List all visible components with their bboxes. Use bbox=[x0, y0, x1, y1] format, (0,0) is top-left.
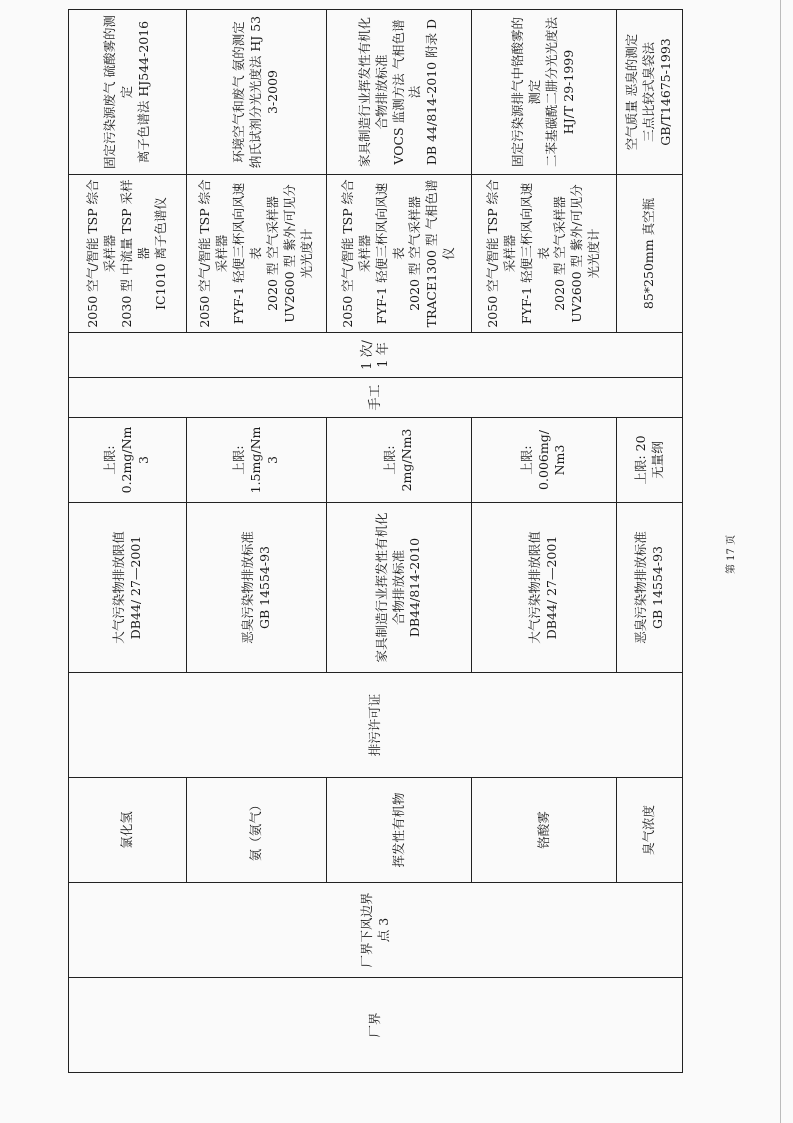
standard-cell bbox=[187, 503, 327, 673]
standard-cell bbox=[327, 503, 472, 673]
pollutant-cell: 铬酸雾 bbox=[472, 778, 617, 883]
standard-line: 家具制造行业挥发性有机化合物排放标准 bbox=[373, 512, 406, 663]
pollutant-cell: 氯化氢 bbox=[69, 778, 187, 883]
standard-line: 恶臭污染物排放标准 bbox=[239, 531, 255, 644]
standard-line: 大气污染物排放限值 bbox=[110, 531, 126, 644]
limit-line: 3 bbox=[135, 456, 151, 464]
limit-line: 无量纲 bbox=[649, 441, 665, 479]
test-method-cell bbox=[187, 10, 327, 175]
instruments-cell bbox=[327, 175, 472, 333]
test-method-line: 家具制造行业挥发性有机化合物排放标准 bbox=[356, 17, 389, 168]
limit-line: 2mg/Nm3 bbox=[399, 428, 414, 492]
standard-line: 大气污染物排放限值 bbox=[527, 531, 543, 644]
standard-line: 恶臭污染物排放标准 bbox=[632, 531, 648, 644]
limit-cell bbox=[472, 418, 617, 503]
limit-cell bbox=[187, 418, 327, 503]
standard-cell bbox=[617, 503, 683, 673]
test-method-line: 三点比较式臭袋法 bbox=[641, 42, 657, 143]
standard-cell bbox=[69, 503, 187, 673]
test-method-cell bbox=[472, 10, 617, 175]
page-number: 第 17 页 bbox=[726, 534, 737, 574]
scan-edge-line bbox=[780, 0, 781, 1123]
limit-cell bbox=[327, 418, 472, 503]
test-method-line: GB/T14675-1993 bbox=[657, 38, 673, 146]
limit-line: 上限: 20 bbox=[632, 435, 648, 485]
test-method-line: 离子色谱法 HJ544-2016 bbox=[135, 20, 151, 164]
instrument-line: UV2600 型 紫外/可见分光光度计 bbox=[281, 184, 314, 323]
method-cell: 手工 bbox=[69, 378, 683, 418]
instrument-line: 2030 型 中流量 TSP 采样器 bbox=[119, 179, 151, 328]
limit-cell bbox=[617, 418, 683, 503]
limit-line: 0.006mg/ bbox=[535, 430, 551, 490]
limit-line: 1.5mg/Nm bbox=[248, 426, 264, 494]
pollutant-cell: 臭气浓度 bbox=[617, 778, 683, 883]
limit-line: 上限: bbox=[102, 445, 118, 475]
limit-line: 上限: bbox=[382, 445, 398, 475]
instrument-line: 2050 空气/智能 TSP 综合采样器 bbox=[339, 179, 372, 328]
limit-line: 0.2mg/Nm bbox=[119, 426, 135, 494]
pollutant-cell: 氨（氨气） bbox=[187, 778, 327, 883]
test-method-line: 固定污染源排气中铬酸雾的测定 bbox=[510, 17, 543, 168]
test-method-cell bbox=[617, 10, 683, 175]
test-method-line: 空气质量 恶臭的测定 bbox=[624, 33, 640, 151]
instrument-line: 2020 型 空气采样器 bbox=[552, 196, 568, 311]
test-method-cell bbox=[327, 10, 472, 175]
instruments-cell bbox=[617, 175, 683, 333]
instruments-cell bbox=[187, 175, 327, 333]
instruments-cell bbox=[69, 175, 187, 333]
limit-cell bbox=[69, 418, 187, 503]
pollutant-cell: 挥发性有机物 bbox=[327, 778, 472, 883]
rotated-table-wrapper bbox=[68, 10, 682, 1073]
test-method-cell bbox=[69, 10, 187, 175]
area-cell: 厂界 bbox=[69, 978, 683, 1073]
instrument-line: FYF-1 轻便三杯风向风速表 bbox=[518, 182, 551, 325]
standard-line: GB 14554-93 bbox=[649, 545, 665, 630]
monitoring-table bbox=[68, 9, 683, 1073]
basis-cell: 排污许可证 bbox=[69, 673, 683, 778]
test-method-line: VOCS 监测方法 气相色谱法 bbox=[390, 19, 423, 165]
instrument-line: FYF-1 轻便三杯风向风速表 bbox=[373, 182, 406, 325]
instrument-line: UV2600 型 紫外/可见分光光度计 bbox=[569, 184, 602, 323]
standard-cell bbox=[472, 503, 617, 673]
point-cell: 厂界下风边界点 3 bbox=[69, 883, 683, 978]
frequency-cell: 1 次/1 年 bbox=[69, 333, 683, 378]
instrument-line: 2020 型 空气采样器 bbox=[407, 196, 423, 311]
standard-line: DB44/ 27—2001 bbox=[544, 535, 559, 640]
instrument-line: 2050 空气/智能 TSP 综合采样器 bbox=[484, 179, 517, 328]
instrument-line: 85*250mm 真空瓶 bbox=[641, 197, 657, 310]
limit-line: 上限: bbox=[518, 445, 534, 475]
instrument-line: FYF-1 轻便三杯风向风速表 bbox=[231, 182, 264, 325]
standard-line: GB 14554-93 bbox=[256, 545, 272, 630]
test-method-line: 固定污染源废气 硫酸雾的测定 bbox=[102, 15, 135, 169]
test-method-line: 环境空气和废气 氨的测定 bbox=[231, 21, 247, 163]
table-row bbox=[69, 10, 187, 1073]
instrument-line: 2050 空气/智能 TSP 综合采样器 bbox=[85, 179, 118, 328]
limit-line: 上限: bbox=[231, 445, 247, 475]
standard-line: DB44/ 27—2001 bbox=[127, 535, 143, 640]
instruments-cell bbox=[472, 175, 617, 333]
instrument-line: 2050 空气/智能 TSP 综合采样器 bbox=[197, 179, 230, 328]
limit-line: Nm3 bbox=[552, 444, 568, 476]
instrument-line: TRACE1300 型 气相色谱仪 bbox=[424, 179, 457, 328]
limit-line: 3 bbox=[264, 456, 280, 464]
test-method-line: DB 44/814-2010 附录 D bbox=[424, 18, 440, 166]
standard-line: DB44/814-2010 bbox=[407, 537, 423, 638]
instrument-line: 2020 型 空气采样器 bbox=[264, 196, 280, 311]
test-method-line: 二苯基碳酰二肼分光光度法 HJ/T 29-1999 bbox=[544, 17, 576, 168]
instrument-line: IC1010 离子色谱仪 bbox=[152, 197, 168, 310]
test-method-line: 纳氏试剂分光光度法 HJ 533-2009 bbox=[248, 15, 280, 169]
